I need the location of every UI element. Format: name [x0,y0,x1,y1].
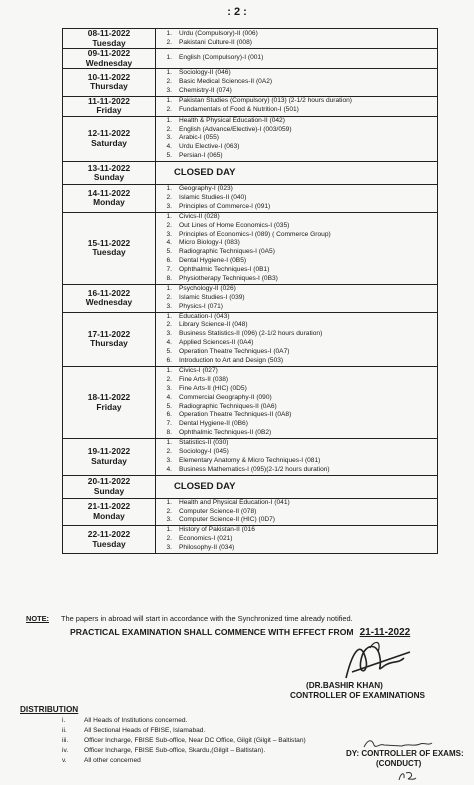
paper-title: Principles of Economics-I (089) ( Commerce Group) [179,230,331,238]
paper-item [156,535,437,544]
paper-number: 2. [166,38,172,46]
paper-title: Out Lines of Home Economics-I (035) [179,221,290,229]
schedule-row [63,284,438,312]
paper-item [156,248,437,257]
exam-date: 21-11-2022 [87,501,131,512]
exam-day: Friday [96,401,122,412]
exam-day: Thursday [90,81,128,92]
paper-title: Geography-I (023) [179,185,233,193]
paper-title: English (Compulsory)-I (001) [179,54,264,62]
paper-item [156,285,437,294]
note-label: NOTE: [26,614,49,623]
distribution-item [62,756,306,766]
exam-date: 20-11-2022 [87,476,131,487]
paper-item [156,117,437,126]
schedule-date-cell [63,29,156,49]
paper-item [156,275,437,284]
paper-title: Dental Hygiene-II (0B6) [179,420,248,428]
paper-item [156,257,437,266]
paper-item [156,97,437,106]
schedule-date-cell [63,284,156,312]
distribution-text: All Sectional Heads of FBISE, Islamabad. [84,727,206,734]
paper-item [156,39,437,48]
paper-title: Physics-I (071) [179,302,223,310]
paper-item [156,231,437,240]
schedule-date-cell [63,96,156,116]
paper-item [156,516,437,525]
schedule-papers-cell [156,162,438,185]
paper-title: Arabic-I (055) [179,134,219,142]
exam-date: 19-11-2022 [87,446,131,457]
exam-date: 15-11-2022 [87,237,131,248]
paper-item [156,194,437,203]
paper-title: Economics-I (021) [179,535,233,543]
paper-item [156,321,437,330]
paper-title: Urdu (Compulsory)-II (006) [179,29,258,37]
paper-number: 1. [166,29,172,37]
paper-item [156,266,437,275]
paper-number: 4. [166,393,172,401]
paper-item [156,466,437,475]
paper-number: 7. [166,420,172,428]
schedule-row [63,69,438,97]
paper-title: Radiographic Techniques-I (0A5) [179,248,275,256]
paper-title: English (Advance/Elective)-I (003/059) [179,125,292,133]
exam-date: 11-11-2022 [88,95,130,106]
paper-number: 8. [166,275,172,283]
schedule-date-cell [63,498,156,526]
paper-title: Operation Theatre Techniques-II (0A8) [179,411,292,419]
distribution-item [62,726,306,736]
deputy-title: DY: CONTROLLER OF EXAMS: [346,749,464,758]
schedule-papers-cell [156,366,438,438]
paper-title: Civics-I (027) [179,366,218,374]
exam-date: 14-11-2022 [87,187,131,198]
paper-number: 3. [166,86,172,94]
schedule-date-cell [63,69,156,97]
paper-item [156,376,437,385]
paper-title: Fine Arts-II (HIC) (0D5) [179,384,247,392]
paper-number: 5. [166,402,172,410]
paper-number: 2. [166,194,172,202]
paper-number: 6. [166,257,172,265]
paper-title: Business Mathematics-I (095)(2-1/2 hours duration) [179,465,330,473]
exam-day: Tuesday [92,37,126,48]
distribution-number: ii. [62,727,67,734]
paper-title: Computer Science-II (HIC) (0D7) [179,516,275,524]
paper-number: 5. [166,248,172,256]
paper-item [156,448,437,457]
paper-title: Pakistani Culture-II (008) [179,38,252,46]
paper-title: Micro Biology-I (083) [179,239,240,247]
paper-number: 2. [166,77,172,85]
paper-item [156,411,437,420]
distribution-number: iv. [62,747,69,754]
paper-number: 2. [166,125,172,133]
paper-number: 1. [166,312,172,320]
paper-number: 1. [166,97,172,105]
distribution-list [62,716,306,766]
paper-number: 2. [166,375,172,383]
paper-title: History of Pakistan-II (016 [179,526,255,534]
initials-mark [396,770,418,782]
schedule-row [63,366,438,438]
paper-number: 3. [166,544,172,552]
schedule-date-cell [63,439,156,476]
paper-title: Business Statistics-II (096) (2-1/2 hours duration) [179,330,323,338]
paper-title: Fine Arts-II (038) [179,375,229,383]
paper-item [156,403,437,412]
schedule-papers-cell [156,284,438,312]
exam-day: Monday [93,510,125,521]
paper-number: 3. [166,230,172,238]
paper-title: Sociology-I (045) [179,447,229,455]
schedule-row [63,439,438,476]
distribution-number: v. [62,757,67,764]
paper-title: Health and Physical Education-I (041) [179,498,290,506]
paper-number: 7. [166,266,172,274]
paper-number: 4. [166,339,172,347]
exam-day: Tuesday [92,538,126,549]
paper-number: 1. [166,284,172,292]
paper-title: Basic Medical Sciences-II (0A2) [179,77,273,85]
exam-date: 10-11-2022 [87,71,131,82]
paper-number: 3. [166,516,172,524]
exam-day: Tuesday [92,247,126,258]
paper-item [156,126,437,135]
schedule-row [63,116,438,161]
exam-day: Sunday [93,172,125,183]
practical-text: PRACTICAL EXAMINATION SHALL COMMENCE WITH EFFECT FROM [70,627,354,637]
schedule-papers-cell [156,96,438,116]
exam-date: 12-11-2022 [87,128,131,139]
schedule-row [63,185,438,213]
schedule-date-cell [63,312,156,366]
paper-item [156,339,437,348]
paper-number: 1. [166,498,172,506]
schedule-date-cell [63,49,156,69]
paper-number: 8. [166,429,172,437]
paper-title: Dental Hygiene-I (0B5) [179,257,247,265]
exam-day: Monday [93,197,125,208]
paper-item [156,152,437,161]
paper-item [156,213,437,222]
paper-title: Radiographic Techniques-II (0A6) [179,402,277,410]
paper-number: 6. [166,357,172,365]
paper-item [156,457,437,466]
paper-item [156,330,437,339]
exam-day: Wednesday [85,57,133,68]
paper-number: 3. [166,330,172,338]
paper-title: Ophthalmic Techniques-II (0B2) [179,429,272,437]
paper-title: Philosophy-II (034) [179,544,235,552]
page-number: : 2 : [227,6,247,18]
exam-date: 09-11-2022 [87,48,131,58]
distribution-text: All other concerned [84,757,141,764]
paper-item [156,87,437,96]
paper-item [156,499,437,508]
paper-title: Elementary Anatomy & Micro Techniques-I (081) [179,456,321,464]
distribution-text: Officer Incharge, FBISE Sub-office, Skardu,(Gilgit – Baltistan). [84,747,266,754]
exam-date: 08-11-2022 [87,28,131,38]
distribution-text: Officer Incharge, FBISE Sub-office, Near DC Office, Gilgit (Gilgit – Baltistan) [84,737,306,744]
paper-title: Sociology-II (046) [179,69,231,76]
paper-item [156,544,437,553]
schedule-papers-cell [156,498,438,526]
paper-number: 2. [166,106,172,114]
exam-day: Saturday [91,455,127,466]
schedule-papers-cell [156,116,438,161]
paper-item [156,385,437,394]
paper-title: Civics-II (028) [179,212,220,220]
paper-item [156,78,437,87]
paper-title: Psychology-II (026) [179,284,236,292]
schedule-row [63,498,438,526]
paper-number: 2. [166,507,172,515]
signatory-title: CONTROLLER OF EXAMINATIONS [290,691,425,700]
paper-item [156,106,437,115]
paper-number: 1. [166,69,172,76]
schedule-papers-cell [156,439,438,476]
distribution-number: i. [62,717,66,724]
paper-item [156,239,437,248]
schedule-row [63,312,438,366]
schedule-date-cell [63,526,156,554]
schedule-papers-cell [156,312,438,366]
distribution-item [62,736,306,746]
schedule-date-cell [63,475,156,498]
paper-number: 4. [166,465,172,473]
paper-number: 2. [166,293,172,301]
paper-number: 2. [166,321,172,329]
paper-item [156,313,437,322]
paper-title: Pakistan Studies (Compulsory) (013) (2-1/2 hours duration) [179,97,352,105]
paper-item [156,357,437,366]
paper-number: 1. [166,526,172,534]
paper-number: 3. [166,202,172,210]
paper-item [156,394,437,403]
paper-item [156,367,437,376]
paper-item [156,185,437,194]
paper-number: 4. [166,239,172,247]
closed-day-label: CLOSED DAY [174,480,236,492]
schedule-row [63,49,438,69]
paper-number: 1. [166,439,172,447]
paper-title: Operation Theatre Techniques-I (0A7) [179,348,290,356]
deputy-section: (CONDUCT) [376,759,422,768]
distribution-heading: DISTRIBUTION [20,705,79,714]
distribution-text: All Heads of Institutions concerned. [84,717,188,724]
paper-number: 2. [166,447,172,455]
paper-title: Urdu Elective-I (063) [179,143,240,151]
paper-title: Library Science-II (048) [179,321,248,329]
distribution-item [62,746,306,756]
paper-number: 3. [166,384,172,392]
paper-number: 3. [166,134,172,142]
distribution-number: iii. [62,737,69,744]
paper-title: Chemistry-II (074) [179,86,232,94]
schedule-row [63,29,438,49]
schedule-row [63,475,438,498]
paper-number: 2. [166,535,172,543]
signatory-name: (DR.BASHIR KHAN) [306,681,383,690]
paper-title: Commercial Geography-II (090) [179,393,272,401]
schedule-papers-cell [156,185,438,213]
paper-number: 1. [166,116,172,124]
schedule-papers-cell [156,475,438,498]
exam-schedule-table [62,28,438,554]
schedule-row [63,212,438,284]
paper-item [156,54,437,63]
exam-date: 16-11-2022 [87,287,131,298]
paper-item [156,508,437,517]
paper-item [156,429,437,438]
paper-number: 1. [166,54,172,62]
paper-title: Applied Sciences-II (0A4) [179,339,254,347]
controller-signature [332,638,422,682]
schedule-row [63,96,438,116]
schedule-papers-cell [156,212,438,284]
note [26,614,353,623]
paper-item [156,294,437,303]
paper-number: 4. [166,143,172,151]
schedule-row [63,162,438,185]
paper-number: 1. [166,212,172,220]
paper-title: Health & Physical Education-II (042) [179,116,285,124]
paper-number: 5. [166,152,172,160]
schedule-date-cell [63,116,156,161]
paper-item [156,222,437,231]
schedule-date-cell [63,185,156,213]
schedule-papers-cell [156,29,438,49]
schedule-papers-cell [156,49,438,69]
exam-date: 18-11-2022 [87,392,131,402]
exam-day: Friday [96,105,122,116]
schedule-papers-cell [156,526,438,554]
paper-number: 2. [166,221,172,229]
paper-title: Education-I (043) [179,312,230,320]
note-text: The papers in abroad will start in accordance with the Synchronized time already notified. [61,614,353,623]
paper-item [156,143,437,152]
paper-item [156,526,437,535]
paper-title: Islamic Studies-I (039) [179,293,245,301]
paper-title: Physiotherapy Techniques-I (0B3) [179,275,278,283]
practical-date: 21-11-2022 [359,627,411,638]
paper-title: Principles of Commerce-I (091) [179,202,271,210]
paper-item [156,134,437,143]
schedule-row [63,526,438,554]
paper-item [156,303,437,312]
paper-title: Islamic Studies-II (040) [179,194,247,202]
paper-item [156,69,437,78]
exam-day: Wednesday [85,297,133,308]
schedule-date-cell [63,162,156,185]
paper-item [156,30,437,39]
schedule-date-cell [63,212,156,284]
exam-date: 13-11-2022 [87,162,131,173]
paper-title: Persian-I (065) [179,152,223,160]
paper-number: 3. [166,456,172,464]
schedule-date-cell [63,366,156,438]
paper-title: Ophthalmic Techniques-I (0B1) [179,266,270,274]
paper-number: 1. [166,366,172,374]
paper-title: Statistics-II (030) [179,439,229,447]
exam-date: 17-11-2022 [87,328,131,339]
paper-number: 6. [166,411,172,419]
paper-title: Introduction to Art and Design (503) [179,357,284,365]
paper-item [156,203,437,212]
paper-title: Computer Science-II (078) [179,507,257,515]
paper-item [156,420,437,429]
exam-day: Thursday [90,338,128,349]
exam-day: Sunday [93,485,125,496]
practical-notice [70,627,410,638]
paper-number: 1. [166,185,172,193]
paper-item [156,439,437,448]
paper-number: 3. [166,302,172,310]
paper-item [156,348,437,357]
exam-day: Saturday [91,137,127,148]
schedule-papers-cell [156,69,438,97]
distribution-item [62,716,306,726]
closed-day-label: CLOSED DAY [174,167,236,179]
paper-title: Fundamentals of Food & Nutrition-I (501) [179,106,299,114]
exam-date: 22-11-2022 [87,529,131,540]
paper-number: 5. [166,348,172,356]
